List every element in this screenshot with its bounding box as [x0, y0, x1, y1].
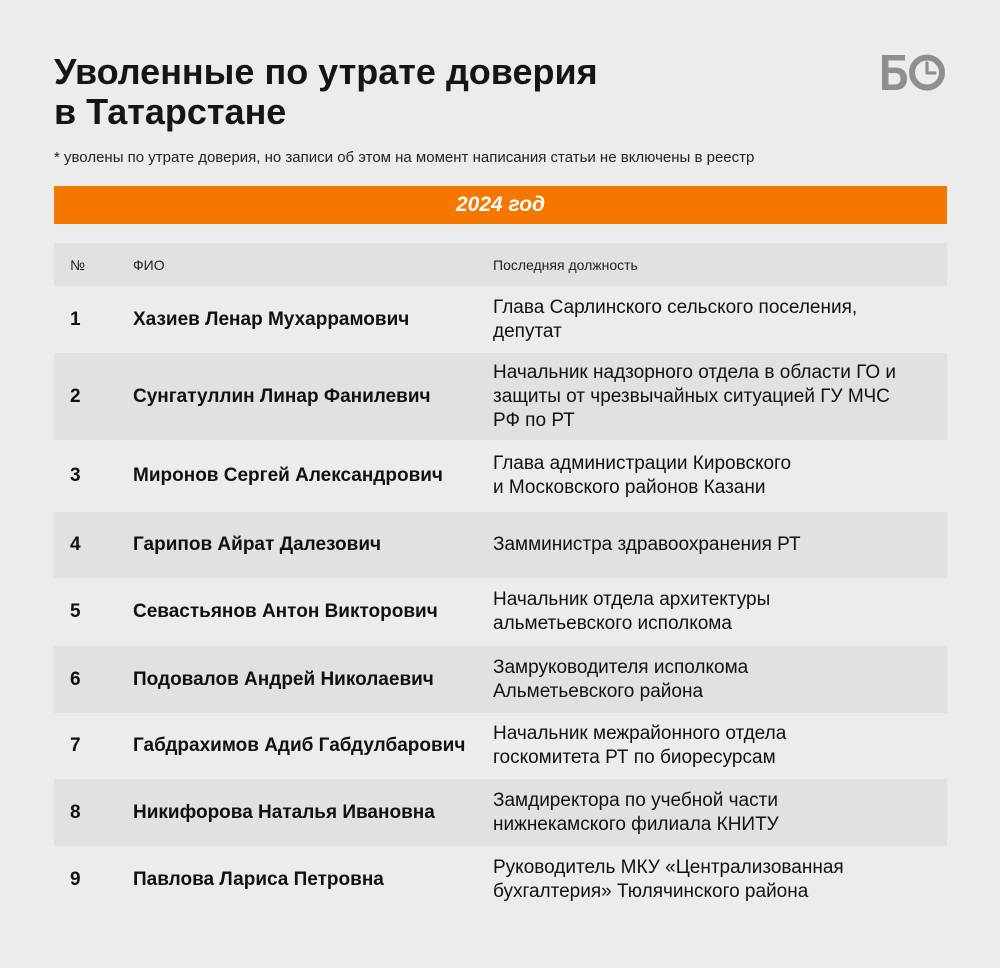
row-name: Никифорова Наталья Ивановна — [133, 801, 435, 823]
row-num: 8 — [70, 801, 81, 823]
year-label: 2024 год — [455, 193, 546, 216]
position-line: депутат — [493, 320, 562, 342]
position-line: Начальник надзорного отдела в области ГО и — [493, 361, 896, 383]
row-num: 5 — [70, 601, 81, 622]
row-num: 6 — [70, 668, 81, 690]
position-line: Замдиректора по учебной части — [493, 789, 778, 811]
header-position: Последняя должность — [493, 256, 638, 273]
row-num: 4 — [70, 534, 81, 555]
table-row — [54, 846, 947, 914]
row-name: Габдрахимов Адиб Габдулбарович — [133, 735, 466, 756]
table-header — [54, 243, 947, 286]
table-row — [54, 646, 947, 713]
footnote: * уволены по утрате доверия, но записи об этом на момент написания статьи не включены в реестр — [54, 149, 755, 166]
row-name: Миронов Сергей Александрович — [133, 465, 443, 486]
position-line: госкомитета РТ по биоресурсам — [493, 747, 776, 768]
row-num: 9 — [70, 869, 81, 890]
row-name: Сунгатуллин Линар Фанилевич — [133, 385, 431, 407]
row-position — [493, 789, 943, 837]
row-num: 1 — [70, 308, 81, 330]
year-banner — [54, 186, 947, 224]
position-line: Руководитель МКУ «Централизованная — [493, 857, 844, 878]
row-name: Хазиев Ленар Мухаррамович — [133, 308, 410, 330]
row-num: 2 — [70, 385, 81, 407]
position-line: Начальник межрайонного отдела — [493, 723, 787, 744]
table-row — [54, 713, 947, 779]
bo-logo — [880, 52, 948, 92]
row-position — [493, 296, 943, 344]
position-line: Замминистра здравоохранения РТ — [493, 534, 801, 555]
row-name: Севастьянов Антон Викторович — [133, 601, 438, 622]
position-line: Альметьевского района — [493, 680, 704, 702]
position-line: Замруководителя исполкома — [493, 656, 749, 678]
position-line: РФ по РТ — [493, 409, 575, 431]
header-name: ФИО — [133, 256, 165, 273]
page-title-line: в Татарстане — [54, 91, 287, 132]
position-line: Глава администрации Кировского — [493, 453, 792, 474]
row-position — [493, 656, 943, 704]
row-name: Павлова Лариса Петровна — [133, 869, 384, 890]
table-row — [54, 353, 947, 440]
clock-icon — [912, 58, 942, 88]
table-row — [54, 578, 947, 646]
header-num: № — [70, 256, 86, 273]
table-row — [54, 440, 947, 512]
page-title-line: Уволенные по утрате доверия — [54, 51, 598, 92]
table-row — [54, 512, 947, 578]
position-line: нижнекамского филиала КНИТУ — [493, 813, 779, 835]
position-line: альметьевского исполкома — [493, 613, 732, 634]
row-num: 3 — [70, 465, 81, 486]
row-position — [493, 452, 943, 500]
row-position — [493, 588, 943, 636]
row-position — [493, 533, 943, 557]
dismissed-table — [54, 243, 947, 914]
page-title — [54, 52, 598, 132]
table-row — [54, 286, 947, 353]
row-name: Подовалов Андрей Николаевич — [133, 668, 434, 690]
row-position — [493, 361, 943, 433]
row-name: Гарипов Айрат Далезович — [133, 534, 382, 555]
position-line: и Московского районов Казани — [493, 477, 766, 498]
position-line: защиты от чрезвычайных ситуацией ГУ МЧС — [493, 385, 890, 407]
position-line: Глава Сарлинского сельского поселения, — [493, 296, 858, 318]
table-row — [54, 779, 947, 846]
row-position — [493, 722, 943, 770]
row-position — [493, 856, 943, 904]
position-line: Начальник отдела архитектуры — [493, 589, 771, 610]
row-num: 7 — [70, 735, 81, 756]
position-line: бухгалтерия» Тюлячинского района — [493, 881, 809, 902]
